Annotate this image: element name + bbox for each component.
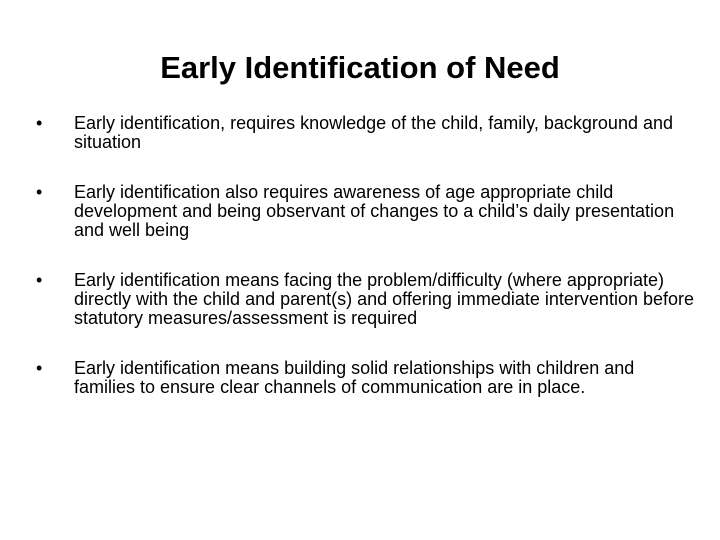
list-item <box>36 271 698 328</box>
list-item <box>36 114 698 152</box>
list-item <box>36 183 698 240</box>
bullet-icon: • <box>36 113 43 133</box>
bullet-text: Early identification means building solid relationships with children and families to ensure clear channels of communication are in place. <box>74 358 635 397</box>
bullet-icon: • <box>36 358 43 378</box>
slide-title: Early Identification of Need <box>160 50 560 85</box>
bullet-icon: • <box>36 270 43 290</box>
list-item <box>36 359 698 397</box>
bullet-text: Early identification means facing the problem/difficulty (where appropriate) directly with the child and parent(s) and offering immediate intervention before statutory measures/assessment is required <box>74 270 695 328</box>
bullet-icon: • <box>36 182 43 202</box>
bullet-text: Early identification also requires awareness of age appropriate child development and being observant of changes to a child’s daily presentation and well being <box>74 182 675 240</box>
bullet-list <box>36 114 698 428</box>
bullet-text: Early identification, requires knowledge of the child, family, background and situation <box>74 113 674 152</box>
